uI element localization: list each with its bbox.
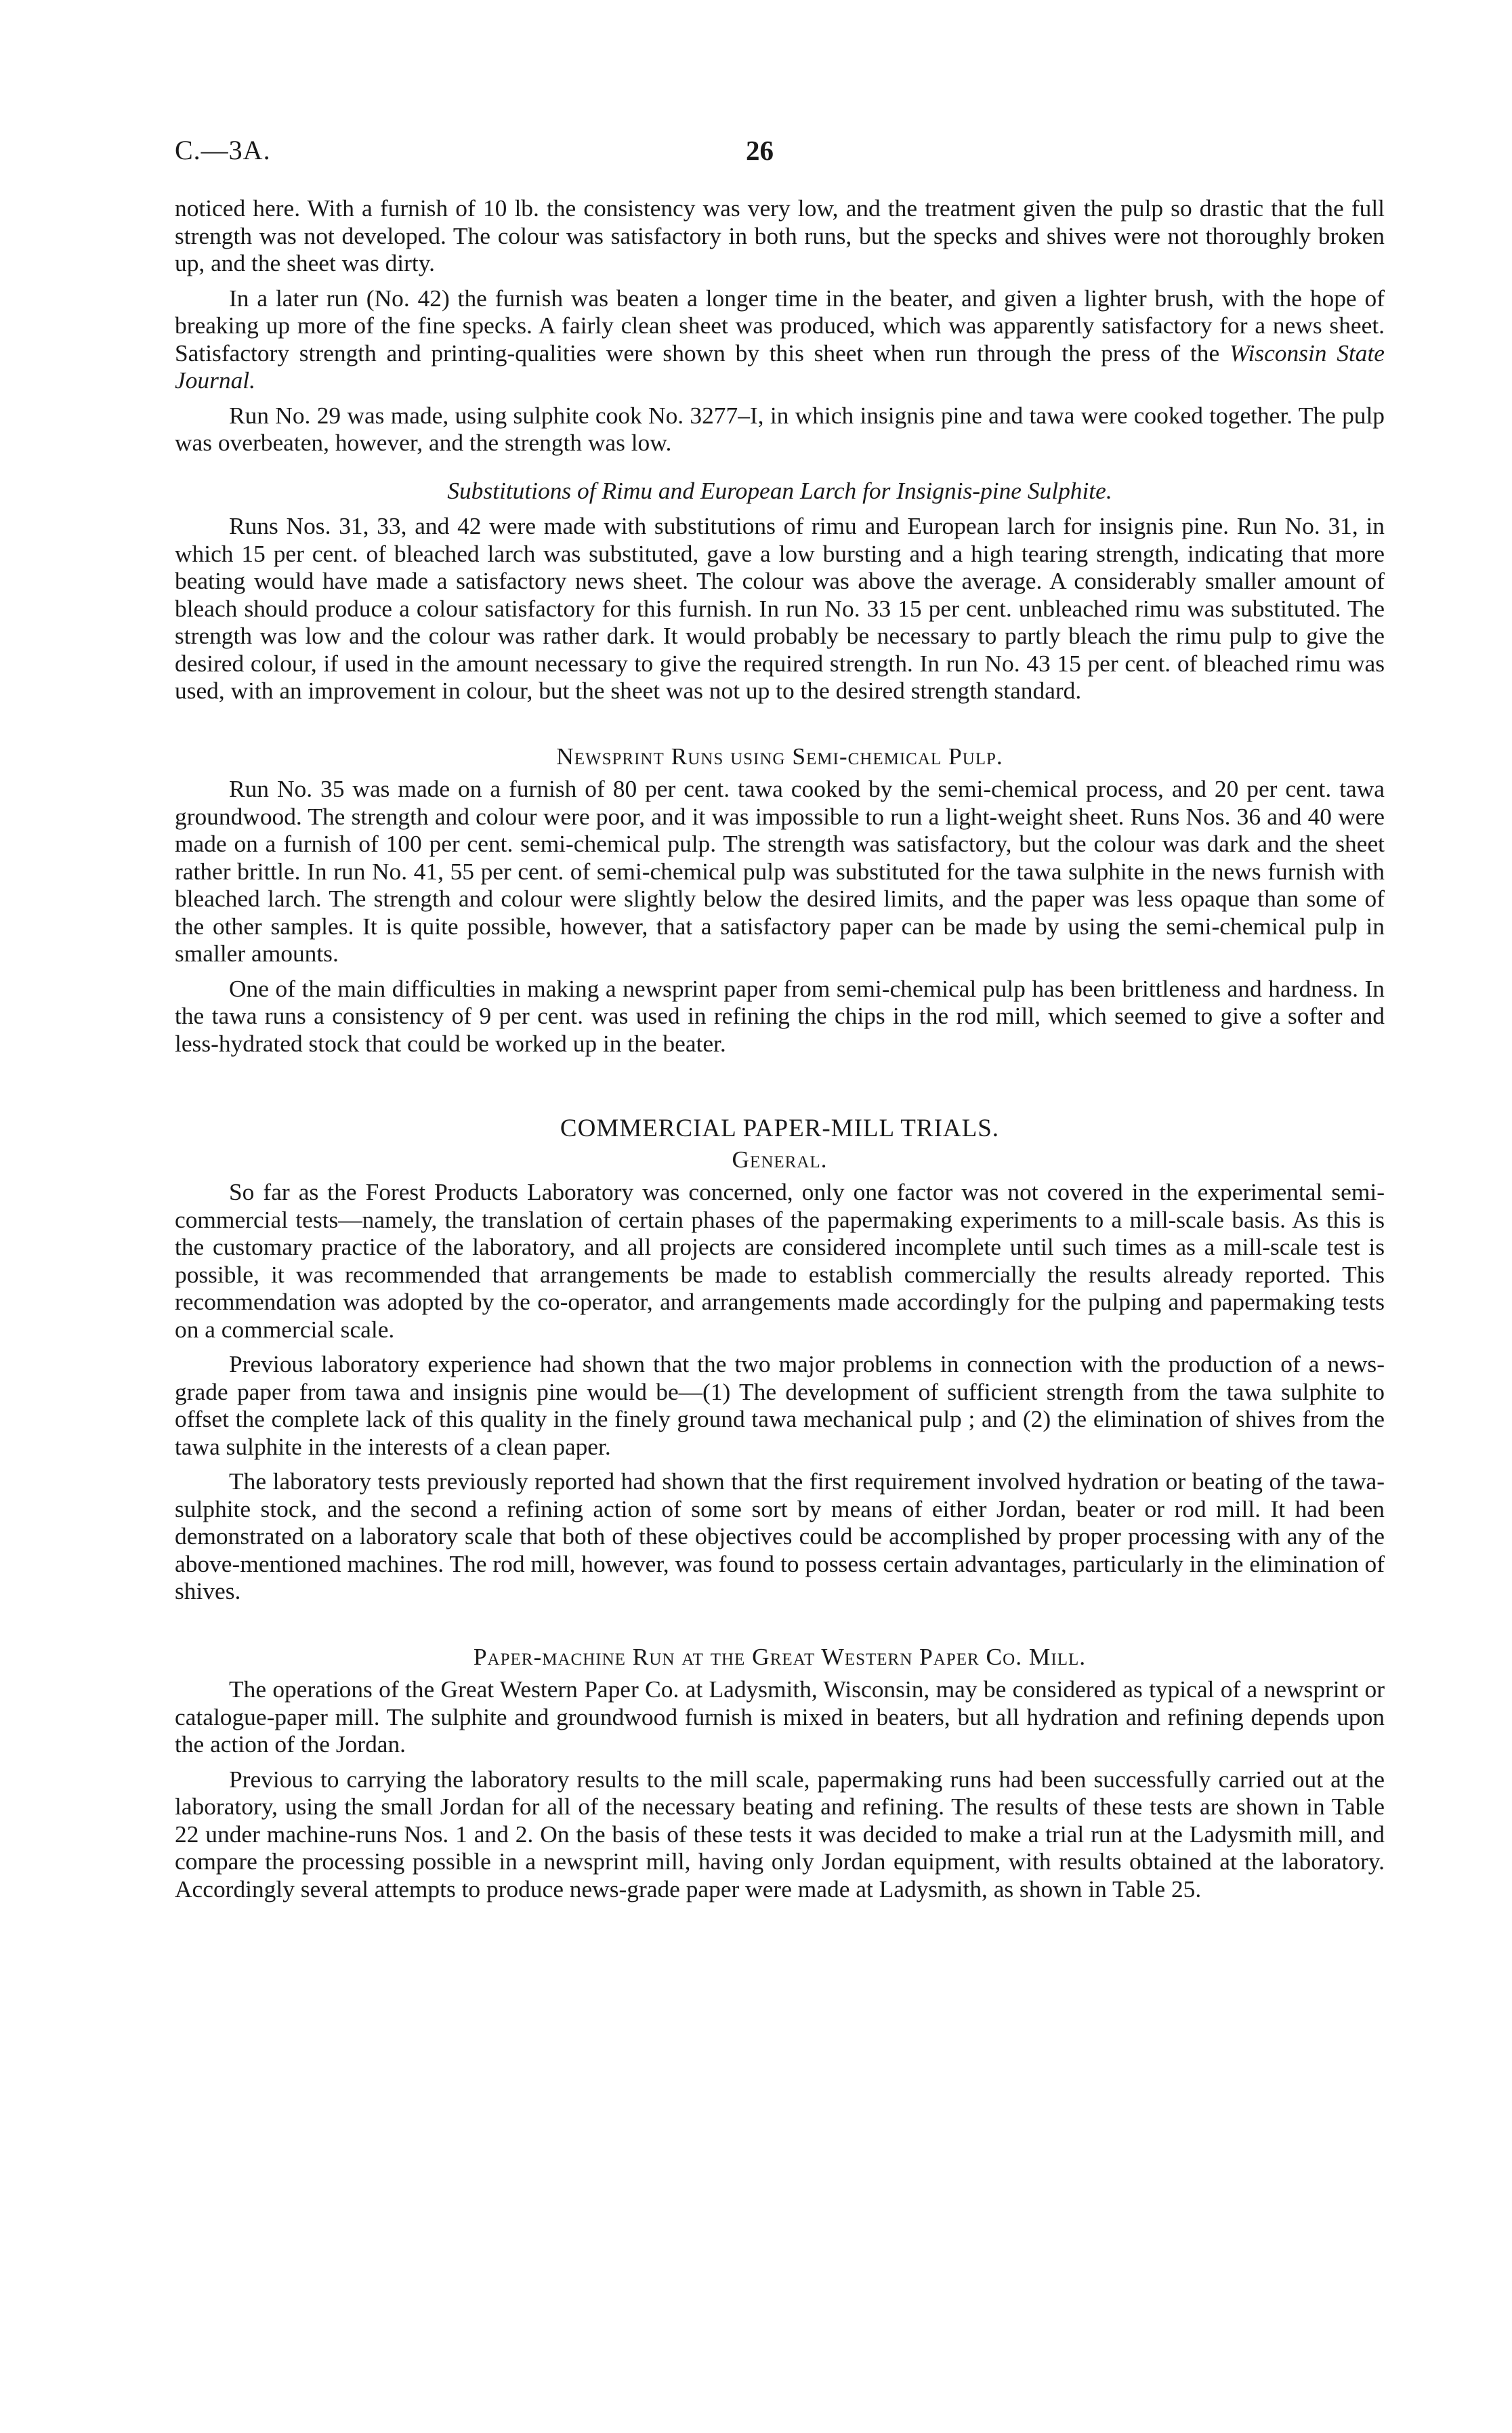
paragraph: Run No. 35 was made on a furnish of 80 per cent. tawa cooked by the semi-chemical process, and 20 per cent. tawa groundwood. The strength and colour were poor, and it was impossible to run a light-weight sheet. Runs Nos. 36 and 40 were made on a furnish of 100 per cent. semi-chemical pulp. The strength was satisfactory, but the colour was dark and the sheet rather brittle. In run No. 41, 55 per cent. of semi-chemical pulp was substituted for the tawa sulphite in the news furnish with bleached larch. The strength and colour were slightly below the desired limits, and the paper was less opaque than some of the other samples. It is quite possible, however, that a satisfactory paper can be made by using the semi-chemical pulp in smaller amounts. bbox=[175, 775, 1385, 967]
paragraph: One of the main difficulties in making a newsprint paper from semi-chemical pulp has been brittleness and hardness. In the tawa runs a consistency of 9 per cent. was used in refining the chips in the rod mill, which seemed to give a softer and less-hydrated stock that could be worked up in the beater. bbox=[175, 974, 1385, 1057]
paragraph: Previous laboratory experience had shown that the two major problems in connection with the production of a news-grade paper from tawa and insignis pine would be—(1) The development of sufficient strength from the tawa sulphite to offset the complete lack of this quality in the finely ground tawa mechanical pulp ; and (2) the elimination of shives from the tawa sulphite in the interests of a clean paper. bbox=[175, 1350, 1385, 1460]
page-body bbox=[175, 194, 1385, 1910]
section-heading: Paper-machine Run at the Great Western Paper Co. Mill. bbox=[473, 1642, 1087, 1670]
paragraph-text: In a later run (No. 42) the furnish was beaten a longer time in the beater, and given a lighter brush, with the hope of breaking up more of the fine specks. A fairly clean sheet was produced, which was apparently satisfactory for a news sheet. Satisfactory strength and printing-qualities were shown by this sheet when run through the press of the bbox=[175, 284, 1385, 367]
journal-title: Wisconsin State Journal. bbox=[175, 339, 1385, 394]
paragraph: Runs Nos. 31, 33, and 42 were made with substitutions of rimu and European larch for insignis pine. Run No. 31, in which 15 per cent. of bleached larch was substituted, gave a low bursting and a high tearing strength, indicating that more beating would have made a satisfactory news sheet. The colour was above the average. A considerably smaller amount of bleach should produce a colour satisfactory for this furnish. In run No. 33 15 per cent. unbleached rimu was substituted. The strength was low and the colour was rather dark. It would probably be necessary to partly bleach the rimu pulp to give the desired colour, if used in the amount necessary to give the required strength. In run No. 43 15 per cent. of bleached rimu was used, with an improvement in colour, but the sheet was not up to the desired strength standard. bbox=[175, 512, 1385, 704]
paragraph bbox=[175, 285, 1385, 394]
section-heading: General. bbox=[732, 1145, 828, 1173]
page-number: 26 bbox=[746, 135, 774, 166]
section-heading: Newsprint Runs using Semi-chemical Pulp. bbox=[556, 742, 1003, 770]
paragraph: The laboratory tests previously reported had shown that the first requirement involved hydration or beating of the tawa-sulphite stock, and the second a refining action of some sort by means of either Jordan, beater or rod mill. It had been demonstrated on a laboratory scale that both of these objectives could be accomplished by proper processing with any of the above-mentioned machines. The rod mill, however, was found to possess certain advantages, particularly in the elimination of shives. bbox=[175, 1468, 1385, 1604]
paragraph: noticed here. With a furnish of 10 lb. the consistency was very low, and the treatment given the pulp so drastic that the full strength was not developed. The colour was satisfactory in both runs, but the specks and shives were not thoroughly broken up, and the sheet was dirty. bbox=[175, 194, 1385, 276]
paragraph: Run No. 29 was made, using sulphite cook No. 3277–I, in which insignis pine and tawa were cooked together. The pulp was overbeaten, however, and the strength was low. bbox=[175, 401, 1385, 456]
paragraph: The operations of the Great Western Paper Co. at Ladysmith, Wisconsin, may be considered as typical of a newsprint or catalogue-paper mill. The sulphite and groundwood furnish is mixed in beaters, but all hydration and refining depends upon the action of the Jordan. bbox=[175, 1676, 1385, 1758]
section-heading: Substitutions of Rimu and European Larch for Insignis-pine Sulphite. bbox=[447, 476, 1112, 504]
paragraph: Previous to carrying the laboratory results to the mill scale, papermaking runs had been successfully carried out at the laboratory, using the small Jordan for all of the necessary beating and refining. The results of these tests are shown in Table 22 under machine-runs Nos. 1 and 2. On the basis of these tests it was decided to make a trial run at the Ladysmith mill, and compare the processing possible in a newsprint mill, having only Jordan equipment, with results obtained at the laboratory. Accordingly several attempts to produce news-grade paper were made at Ladysmith, as shown in Table 25. bbox=[175, 1765, 1385, 1902]
paragraph: So far as the Forest Products Laboratory was concerned, only one factor was not covered in the experimental semi-commercial tests—namely, the translation of certain phases of the papermaking experiments to a mill-scale basis. As this is the customary practice of the laboratory, and all projects are considered incomplete until such times as a mill-scale test is possible, it was recommended that arrangements be made to establish commercially the results already reported. This recommendation was adopted by the co-operator, and arrangements made accordingly for the pulping and papermaking tests on a commercial scale. bbox=[175, 1178, 1385, 1343]
report-reference: C.—3A. bbox=[175, 135, 271, 165]
page-header bbox=[175, 134, 1385, 175]
chapter-heading: COMMERCIAL PAPER-MILL TRIALS. bbox=[560, 1115, 1000, 1142]
